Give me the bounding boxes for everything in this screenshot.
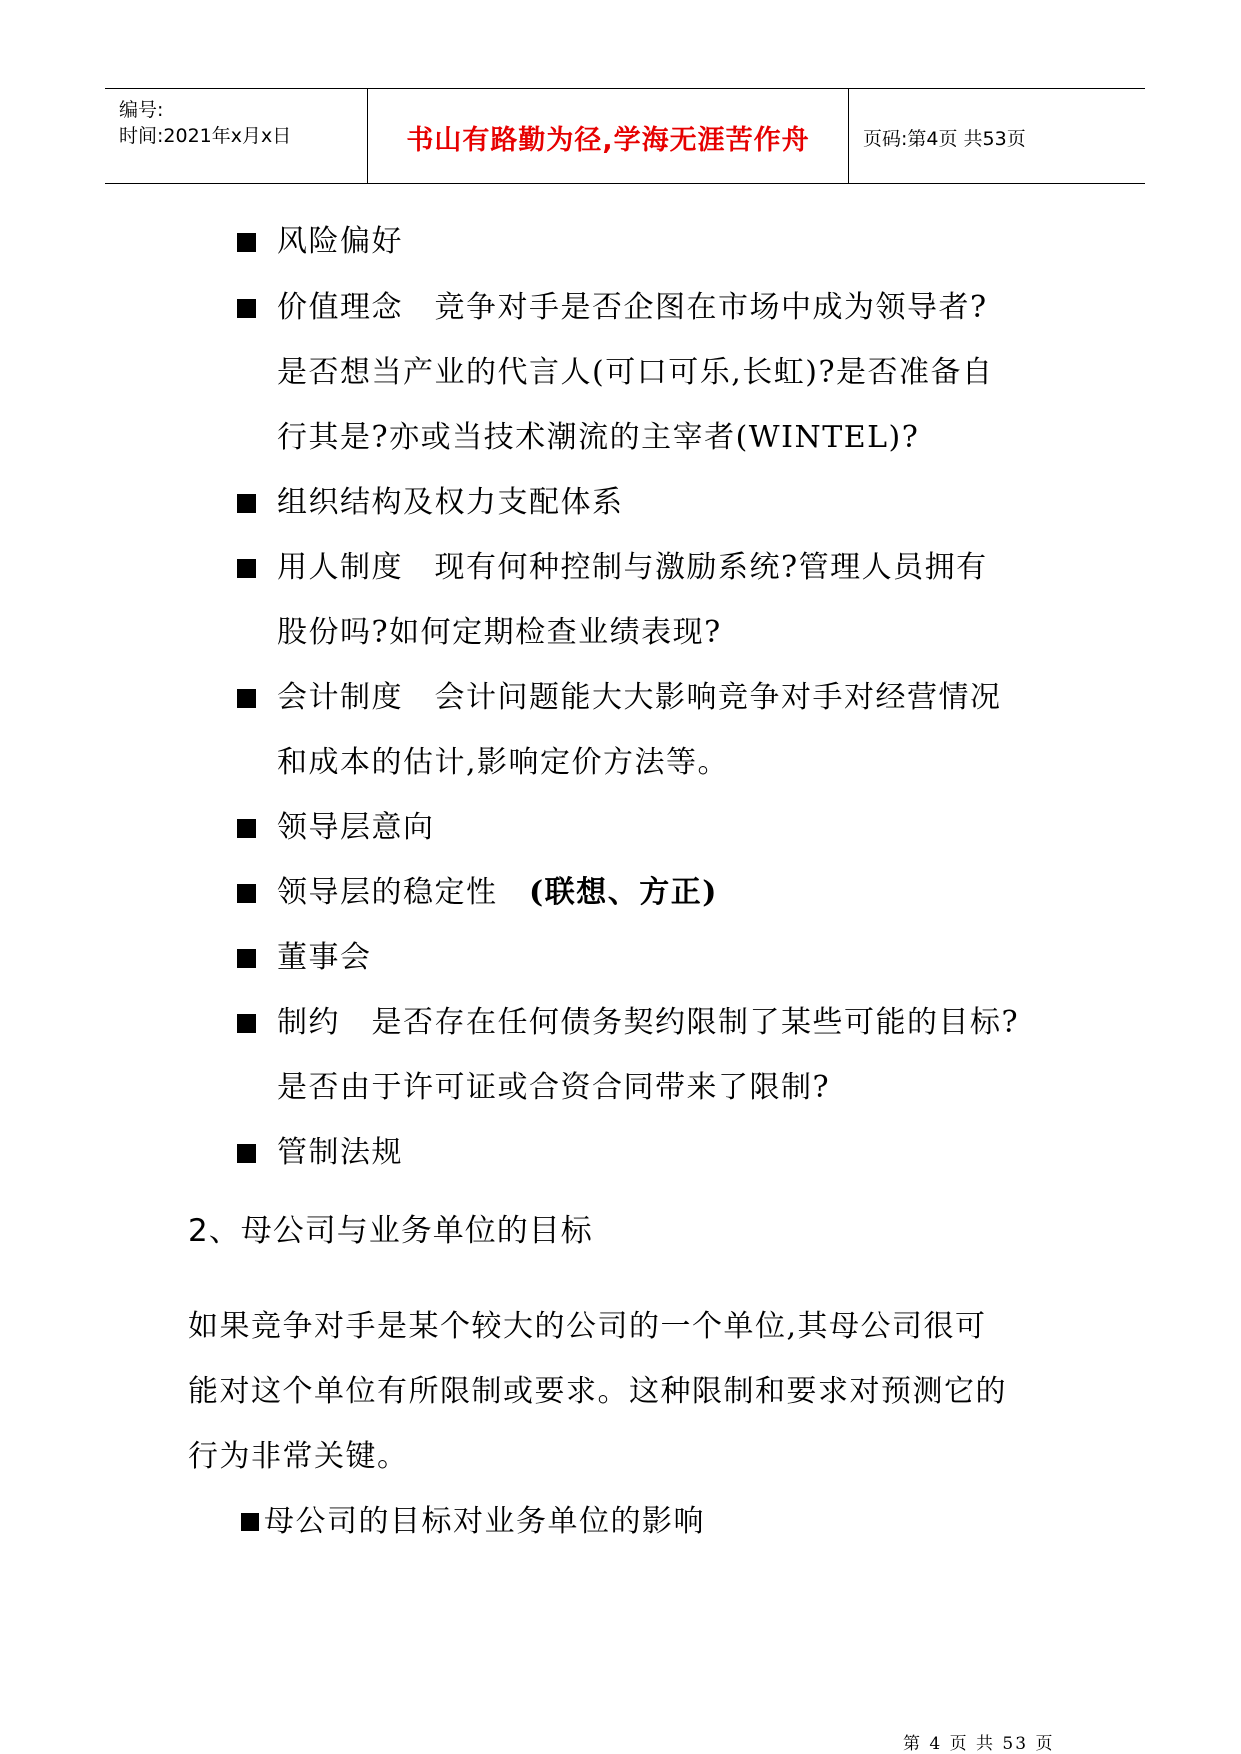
paragraph-line: 能对这个单位有所限制或要求。这种限制和要求对预测它的 (188, 1374, 1007, 1409)
square-bullet-icon (237, 819, 256, 838)
document-time-label: 时间:2021年x月x日 (119, 125, 292, 147)
paragraph-line: 如果竞争对手是某个较大的公司的一个单位,其母公司很可 (188, 1309, 987, 1344)
section-heading: 2、母公司与业务单位的目标 (188, 1213, 593, 1249)
header-page-number: 页码:第4页 共53页 (863, 128, 1026, 150)
square-bullet-icon (237, 1014, 256, 1033)
square-bullet-icon (237, 689, 256, 708)
list-item (277, 873, 718, 913)
list-item-continuation: 股份吗?如何定期检查业绩表现? (277, 615, 722, 650)
list-item-continuation: 和成本的估计,影响定价方法等。 (277, 745, 730, 780)
document-number-label: 编号: (119, 99, 164, 121)
paragraph-line: 行为非常关键。 (188, 1439, 409, 1474)
header-page-cell (847, 89, 1145, 183)
list-item: 用人制度 现有何种控制与激励系统?管理人员拥有 (277, 550, 988, 585)
list-item-continuation: 是否想当产业的代言人(可口可乐,长虹)?是否准备自 (277, 355, 994, 390)
square-bullet-icon (237, 559, 256, 578)
list-item: 董事会 (277, 940, 372, 975)
list-item-label: 领导层的稳定性 (277, 875, 529, 910)
list-item: 领导层意向 (277, 810, 435, 845)
header-motto: 书山有路勤为径,学海无涯苦作舟 (406, 125, 810, 156)
page-header (105, 88, 1145, 184)
list-item: 管制法规 (277, 1135, 403, 1170)
sub-list-item: 母公司的目标对业务单位的影响 (264, 1504, 705, 1539)
square-bullet-icon (241, 1513, 259, 1531)
list-item-continuation: 行其是?亦或当技术潮流的主宰者(WINTEL)? (277, 420, 920, 455)
square-bullet-icon (237, 949, 256, 968)
page-footer: 第 4 页 共 53 页 (903, 1734, 1055, 1754)
square-bullet-icon (237, 884, 256, 903)
list-item: 制约 是否存在任何债务契约限制了某些可能的目标? (277, 1005, 1020, 1040)
header-motto-cell (367, 89, 849, 183)
list-item: 会计制度 会计问题能大大影响竞争对手对经营情况 (277, 680, 1002, 715)
square-bullet-icon (237, 299, 256, 318)
square-bullet-icon (237, 1144, 256, 1163)
square-bullet-icon (237, 233, 256, 252)
square-bullet-icon (237, 494, 256, 513)
list-item-bold-note: (联想、方正) (529, 875, 718, 910)
list-item: 价值理念 竞争对手是否企图在市场中成为领导者? (277, 290, 988, 325)
header-info-cell (105, 89, 367, 183)
list-item: 组织结构及权力支配体系 (277, 485, 624, 520)
list-item: 风险偏好 (277, 224, 403, 259)
list-item-continuation: 是否由于许可证或合资合同带来了限制? (277, 1070, 831, 1105)
